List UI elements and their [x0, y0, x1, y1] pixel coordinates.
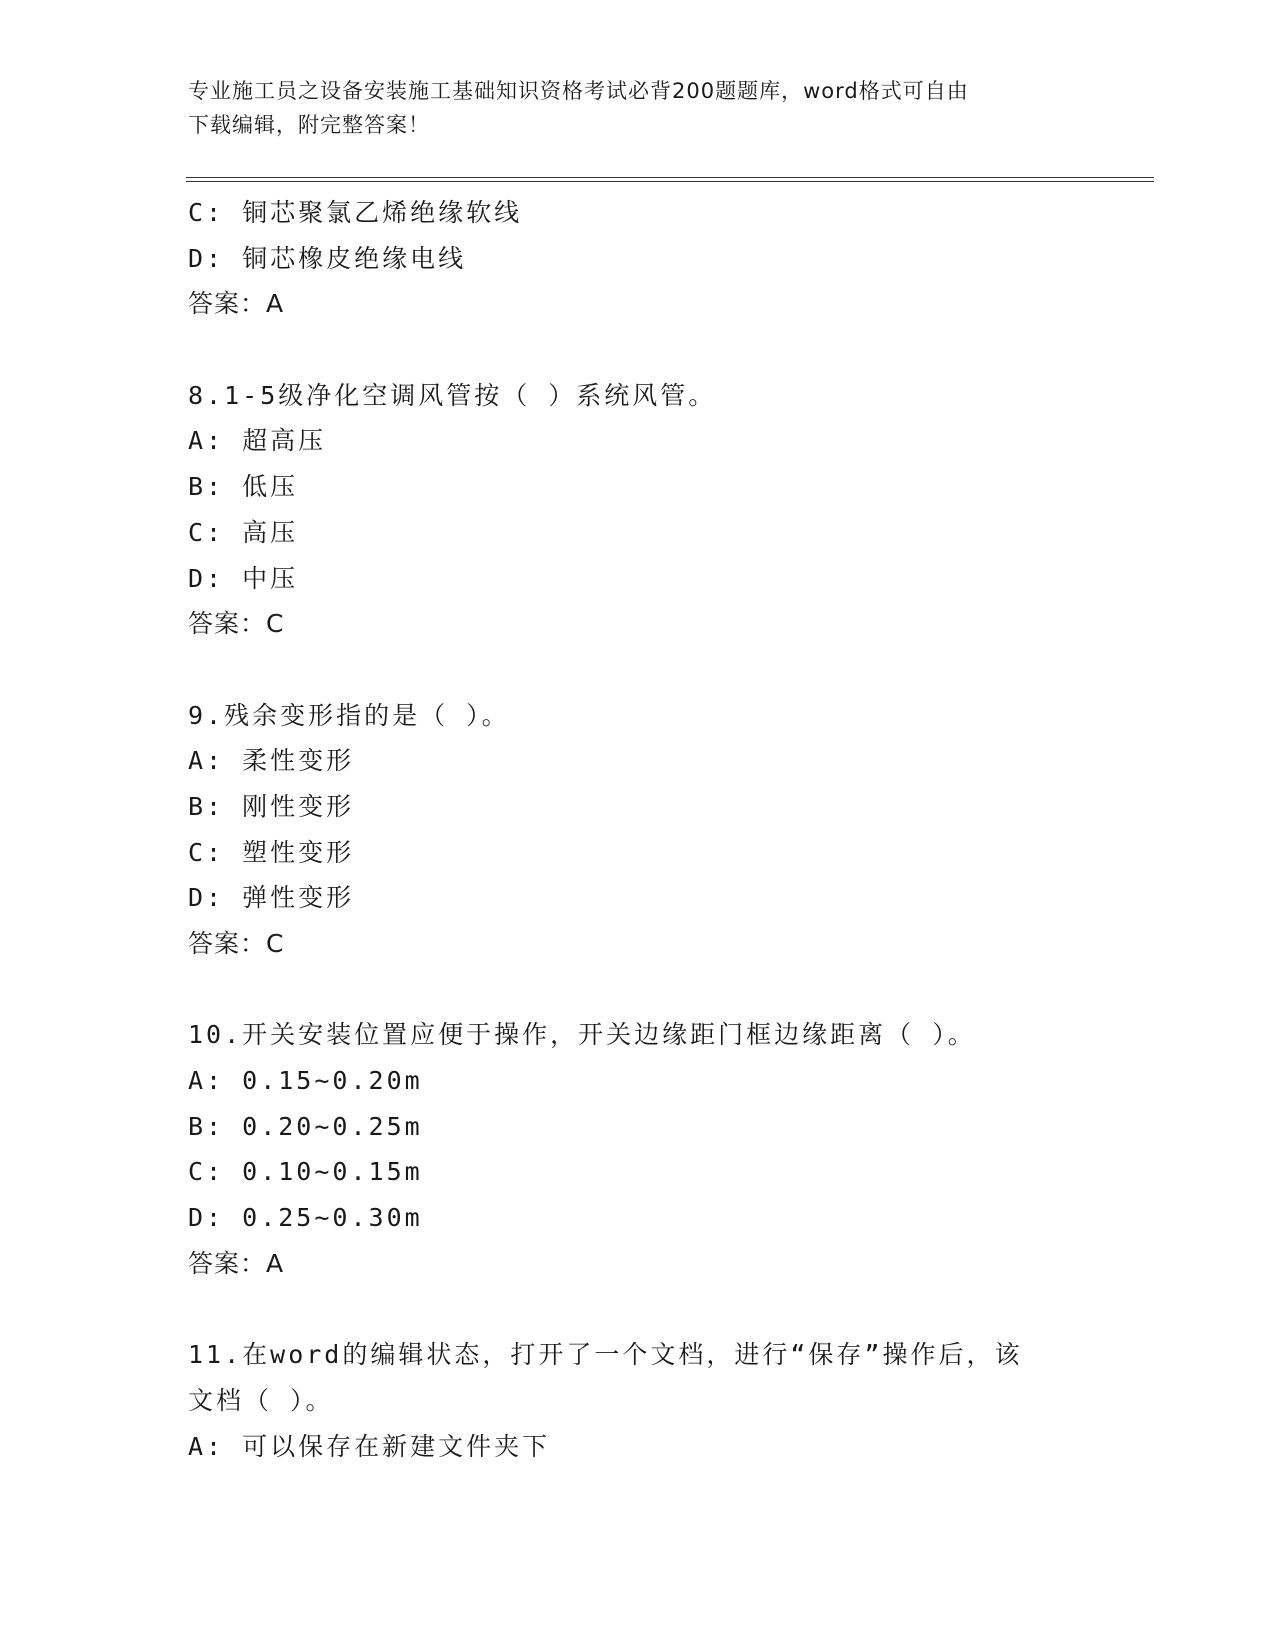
question-11	[188, 1332, 1088, 1469]
option-a: A: 0.15~0.20m	[188, 1066, 423, 1096]
document-header	[188, 74, 1088, 142]
header-title-line-1: 专业施工员之设备安装施工基础知识资格考试必背200题题库，word格式可自由	[188, 79, 969, 103]
question-stem-line-1: 11.在word的编辑状态，打开了一个文档，进行“保存”操作后，该	[188, 1340, 1023, 1370]
question-list	[188, 190, 1088, 1469]
option-c: C: 塑性变形	[188, 837, 355, 867]
question-9	[188, 693, 1088, 967]
option-d: D: 弹性变形	[188, 883, 355, 913]
answer-line: 答案：C	[188, 609, 285, 639]
answer-line: 答案：A	[188, 289, 285, 319]
option-b: B: 刚性变形	[188, 791, 355, 821]
option-b: B: 低压	[188, 472, 299, 502]
question-10	[188, 1012, 1088, 1286]
question-spacer	[188, 967, 1088, 1013]
answer-line: 答案：A	[188, 1248, 285, 1278]
option-b: B: 0.20~0.25m	[188, 1111, 423, 1141]
option-a: A: 超高压	[188, 426, 327, 456]
header-divider-bottom	[186, 181, 1154, 182]
option-d: D: 中压	[188, 563, 299, 593]
question-7-continuation	[188, 190, 1088, 327]
option-d: D: 0.25~0.30m	[188, 1203, 423, 1233]
answer-line: 答案：C	[188, 929, 285, 958]
question-spacer	[188, 327, 1088, 373]
option-d: D: 铜芯橡皮绝缘电线	[188, 243, 467, 273]
question-8	[188, 373, 1088, 647]
option-c: C: 0.10~0.15m	[188, 1157, 423, 1187]
question-stem-line-2: 文档（ ）。	[188, 1385, 334, 1415]
option-a: A: 可以保存在新建文件夹下	[188, 1431, 551, 1461]
question-stem: 10.开关安装位置应便于操作，开关边缘距门框边缘距离（ ）。	[188, 1020, 976, 1050]
header-title-line-2: 下载编辑，附完整答案！	[188, 113, 430, 137]
question-stem: 8.1-5级净化空调风管按（ ）系统风管。	[188, 380, 717, 410]
question-spacer	[188, 1287, 1088, 1333]
option-c: C: 高压	[188, 517, 299, 547]
option-c: C: 铜芯聚氯乙烯绝缘软线	[188, 198, 523, 227]
question-spacer	[188, 647, 1088, 693]
option-a: A: 柔性变形	[188, 746, 355, 776]
header-divider-top	[186, 177, 1154, 178]
question-stem: 9.残余变形指的是（ ）。	[188, 700, 510, 730]
